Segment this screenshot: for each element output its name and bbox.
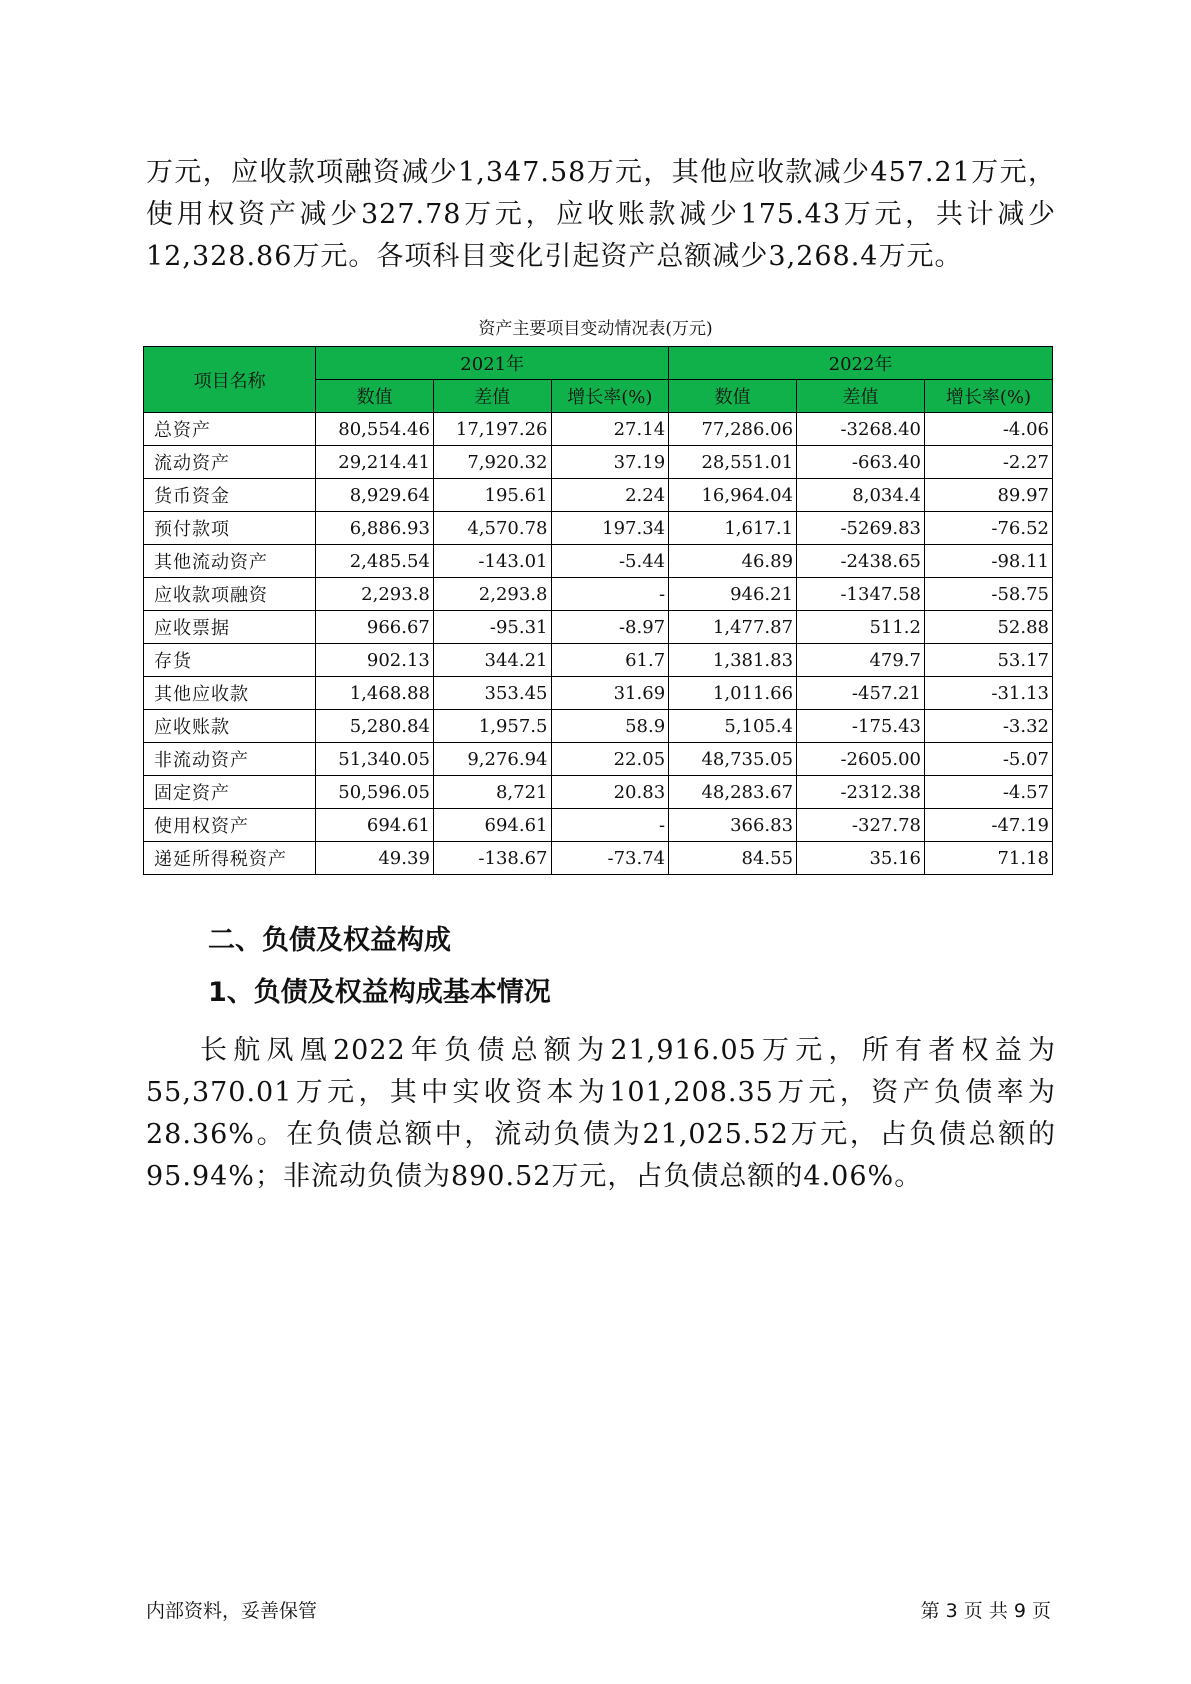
table-cell: -663.40 [797,446,925,479]
row-item-name: 应收账款 [144,710,316,743]
table-cell: -58.75 [924,578,1052,611]
table-cell: 77,286.06 [669,413,797,446]
table-cell: 1,957.5 [433,710,551,743]
footer-confidential-note: 内部资料，妥善保管 [146,1600,318,1622]
row-item-name: 使用权资产 [144,809,316,842]
asset-change-table [143,346,1053,875]
row-item-name: 存货 [144,644,316,677]
column-header: 增长率(%) [924,380,1052,413]
table-cell: 694.61 [316,809,434,842]
table-cell: 16,964.04 [669,479,797,512]
table-cell: 1,617.1 [669,512,797,545]
table-cell: 2.24 [551,479,669,512]
table-cell: -457.21 [797,677,925,710]
table-row [144,644,1053,677]
table-cell: 84.55 [669,842,797,875]
table-body [144,413,1053,875]
table-cell: -3268.40 [797,413,925,446]
table-cell: 37.19 [551,446,669,479]
table-cell: 49.39 [316,842,434,875]
table-cell: 51,340.05 [316,743,434,776]
table-cell: -1347.58 [797,578,925,611]
table-cell: -2312.38 [797,776,925,809]
table-cell: -175.43 [797,710,925,743]
table-cell: 694.61 [433,809,551,842]
table-cell: - [551,809,669,842]
year-header-2022: 2022年 [669,347,1053,380]
table-cell: 511.2 [797,611,925,644]
table-cell: 946.21 [669,578,797,611]
table-cell: 71.18 [924,842,1052,875]
table-cell: 902.13 [316,644,434,677]
table-cell: 479.7 [797,644,925,677]
table-cell: 22.05 [551,743,669,776]
table-cell: -31.13 [924,677,1052,710]
table-cell: 28,551.01 [669,446,797,479]
table-cell: -95.31 [433,611,551,644]
table-cell: 1,477.87 [669,611,797,644]
row-item-name: 递延所得税资产 [144,842,316,875]
table-cell: 353.45 [433,677,551,710]
table-cell: -76.52 [924,512,1052,545]
table-cell: 53.17 [924,644,1052,677]
table-cell: 8,721 [433,776,551,809]
footer-page-number: 第 3 页 共 9 页 [920,1600,1051,1622]
table-cell: 366.83 [669,809,797,842]
table-cell: - [551,578,669,611]
table-cell: 6,886.93 [316,512,434,545]
table-row [144,611,1053,644]
table-cell: 48,735.05 [669,743,797,776]
table-cell: 35.16 [797,842,925,875]
row-item-name: 货币资金 [144,479,316,512]
table-cell: 31.69 [551,677,669,710]
table-cell: 2,485.54 [316,545,434,578]
table-cell: -98.11 [924,545,1052,578]
table-cell: 8,929.64 [316,479,434,512]
table-cell: 58.9 [551,710,669,743]
table-cell: 966.67 [316,611,434,644]
table-cell: 29,214.41 [316,446,434,479]
column-header: 增长率(%) [551,380,669,413]
table-cell: -2605.00 [797,743,925,776]
table-cell: 89.97 [924,479,1052,512]
table-cell: 1,011.66 [669,677,797,710]
table-cell: 4,570.78 [433,512,551,545]
table-cell: 1,468.88 [316,677,434,710]
table-row [144,545,1053,578]
table-row [144,512,1053,545]
table-cell: -138.67 [433,842,551,875]
row-item-name: 固定资产 [144,776,316,809]
body-paragraph: 长航凤凰2022年负债总额为21,916.05万元，所有者权益为55,370.01万元，其中实收资本为101,208.35万元，资产负债率为28.36%。在负债总额中，流动负债为21,025.52万元，占负债总额的95.94%；非流动负债为890.52万元，占负债总额的4.06%。 [146,1035,1056,1192]
table-cell: -73.74 [551,842,669,875]
section-heading: 二、负债及权益构成 [208,925,451,956]
column-header: 数值 [316,380,434,413]
table-cell: -4.06 [924,413,1052,446]
table-cell: 197.34 [551,512,669,545]
table-cell: -3.32 [924,710,1052,743]
table-row [144,446,1053,479]
table-cell: 48,283.67 [669,776,797,809]
table-cell: 27.14 [551,413,669,446]
table-cell: -327.78 [797,809,925,842]
table-cell: 1,381.83 [669,644,797,677]
row-item-name: 总资产 [144,413,316,446]
table-row [144,578,1053,611]
table-cell: -2.27 [924,446,1052,479]
table-row [144,842,1053,875]
table-cell: -5.07 [924,743,1052,776]
year-header-2021: 2021年 [316,347,669,380]
table-cell: 344.21 [433,644,551,677]
row-item-name: 应收款项融资 [144,578,316,611]
table-cell: 7,920.32 [433,446,551,479]
row-item-name: 应收票据 [144,611,316,644]
table-cell: 5,280.84 [316,710,434,743]
table-cell: 50,596.05 [316,776,434,809]
table-row [144,479,1053,512]
row-item-name: 其他流动资产 [144,545,316,578]
table-row [144,677,1053,710]
row-item-name: 其他应收款 [144,677,316,710]
table-cell: 61.7 [551,644,669,677]
subsection-heading: 1、负债及权益构成基本情况 [208,977,551,1008]
table-row [144,743,1053,776]
table-row [144,413,1053,446]
table-cell: 5,105.4 [669,710,797,743]
table-cell: -8.97 [551,611,669,644]
table-cell: 46.89 [669,545,797,578]
item-name-header: 项目名称 [144,347,316,413]
table-cell: -2438.65 [797,545,925,578]
table-cell: 80,554.46 [316,413,434,446]
table-cell: 9,276.94 [433,743,551,776]
table-cell: 17,197.26 [433,413,551,446]
table-cell: -5269.83 [797,512,925,545]
table-cell: 8,034.4 [797,479,925,512]
table-cell: -143.01 [433,545,551,578]
table-cell: 2,293.8 [316,578,434,611]
table-cell: 52.88 [924,611,1052,644]
table-cell: -4.57 [924,776,1052,809]
table-cell: 20.83 [551,776,669,809]
intro-paragraph: 万元，应收款项融资减少1,347.58万元，其他应收款减少457.21万元，使用权资产减少327.78万元，应收账款减少175.43万元，共计减少12,328.86万元。各项科目变化引起资产总额减少3,268.4万元。 [146,157,1056,272]
table-cell: 2,293.8 [433,578,551,611]
table-row [144,809,1053,842]
table-cell: 195.61 [433,479,551,512]
table-caption: 资产主要项目变动情况表(万元) [478,319,713,339]
table-row [144,776,1053,809]
table-cell: -5.44 [551,545,669,578]
column-header: 差值 [797,380,925,413]
column-header: 数值 [669,380,797,413]
table-row [144,710,1053,743]
table-cell: -47.19 [924,809,1052,842]
row-item-name: 流动资产 [144,446,316,479]
row-item-name: 非流动资产 [144,743,316,776]
column-header: 差值 [433,380,551,413]
row-item-name: 预付款项 [144,512,316,545]
